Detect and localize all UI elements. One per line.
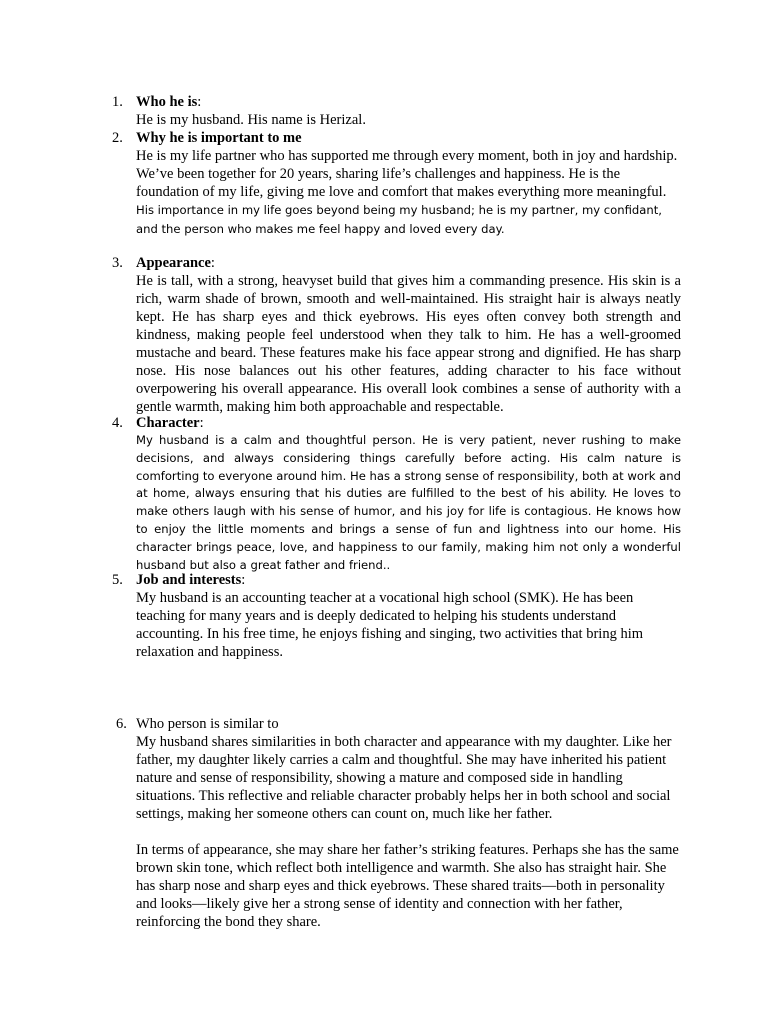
item-title: Character	[136, 415, 200, 431]
list-item-2	[0, 129, 768, 239]
item-body-sans: His importance in my life goes beyond being my husband; he is my partner, my confidant, and the person who makes me feel happy and loved every day.	[136, 203, 662, 236]
list-item-5	[0, 571, 768, 661]
item-number: 3.	[112, 255, 123, 271]
list-item-3	[0, 254, 768, 416]
item-title: Job and interests	[136, 572, 242, 588]
item-body-serif: He is my life partner who has supported me through every moment, both in joy and hardship. We’ve been together for 20 years, sharing life’s challenges and happiness. He is the foundation of my life, giving me love and comfort that makes everything more meaningful.	[136, 148, 678, 200]
item-number: 4.	[112, 415, 123, 431]
item-title-suffix: :	[199, 415, 204, 431]
item-body: He is tall, with a strong, heavyset build that gives him a commanding presence. His skin is a rich, warm shade of brown, smooth and well-maintained. His straight hair is always neatly kept. He has sharp eyes and thick eyebrows. His eyes often convey both strength and kindness, making people feel understood when they talk to him. He has a well-groomed mustache and beard. These features make his face appear strong and dignified. He has sharp nose. His nose balances out his other features, adding character to his face without overpowering his overall appearance. His overall look combines a sense of authority with a gentle warmth, making him both approachable and respectable.	[136, 273, 681, 415]
item-body: He is my husband. His name is Herizal.	[136, 112, 366, 128]
item-number: 5.	[112, 572, 123, 588]
list-item-1	[0, 93, 768, 129]
item-title: Appearance	[136, 255, 211, 271]
item-heading	[136, 129, 681, 147]
item-body	[136, 147, 681, 239]
item-body: My husband is an accounting teacher at a vocational high school (SMK). He has been teaching for many years and is deeply dedicated to helping his students understand accounting. In his free time, he enjoys fishing and singing, two activities that bring him relaxation and happiness.	[136, 590, 643, 660]
list-item-6	[0, 715, 768, 931]
item-title-suffix: :	[197, 94, 202, 110]
item-body: My husband is a calm and thoughtful person. He is very patient, never rushing to make decisions, and always considering things carefully before acting. His calm nature is comforting to everyone around him. He has a strong sense of responsibility, both at work and at home, always ensuring that his duties are fulfilled to the best of his ability. He loves to make others laugh with his sense of humor, and his joy for life is contagious. He knows how to enjoy the little moments and brings a sense of fun and lightness into our home. His character brings peace, love, and happiness to our family, making him not only a wonderful husband but also a great father and friend..	[136, 433, 681, 572]
item-heading	[136, 254, 681, 272]
item-title-suffix: :	[210, 255, 215, 271]
item-title-suffix: :	[241, 572, 246, 588]
list-item-4	[0, 414, 768, 574]
item-number: 6.	[116, 716, 127, 732]
item-heading	[136, 93, 681, 111]
item-heading	[136, 414, 681, 432]
item-heading	[136, 571, 681, 589]
item-title: Who he is	[136, 94, 198, 110]
item-title: Why he is important to me	[136, 130, 302, 146]
item-heading	[136, 715, 681, 733]
item-body-second-paragraph: In terms of appearance, she may share her father’s striking features. Perhaps she has the same brown skin tone, which reflect both intelligence and warmth. She also has straight hair. She has sharp nose and sharp eyes and thick eyebrows. These shared traits—both in personality and looks—likely give her a strong sense of identity and connection with her father, reinforcing the bond they share.	[136, 842, 679, 930]
paragraph-gap	[0, 823, 768, 841]
item-number: 2.	[112, 130, 123, 146]
item-body: My husband shares similarities in both character and appearance with my daughter. Like her father, my daughter likely carries a calm and thoughtful. She may have inherited his patient nature and sense of responsibility, showing a mature and composed side in handling situations. This reflective and reliable character probably helps her in both school and social settings, making her someone others can count on, much like her father.	[136, 734, 672, 822]
item-title: Who person is similar to	[136, 716, 279, 732]
item-number: 1.	[112, 94, 123, 110]
